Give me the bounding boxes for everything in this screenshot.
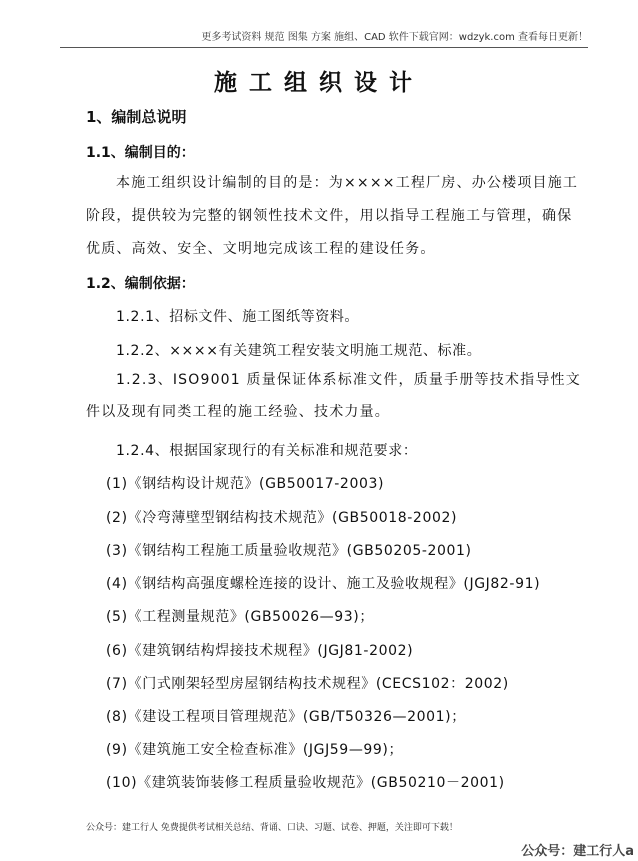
section-heading-1-2: 1.2、编制依据：: [86, 276, 195, 292]
basis-item-4: 1.2.4、根据国家现行的有关标准和规范要求：: [116, 443, 418, 459]
footer-note: 公众号：建工行人 免费提供考试相关总结、背诵、口诀、习题、试卷、押题，关注即可下载！: [86, 823, 458, 833]
standard-item-8: (8)《建设工程项目管理规范》(GB/T50326—2001)；: [106, 709, 466, 725]
standard-item-10: (10)《建筑装饰装修工程质量验收规范》(GB50210－2001): [106, 775, 505, 791]
basis-item-3: 1.2.3、ISO9001 质量保证体系标准文件，质量手册等技术指导性文件以及现有同类工程的施工经验、技术力量。: [86, 372, 581, 420]
standard-item-4: (4)《钢结构高强度螺栓连接的设计、施工及验收规程》(JGJ82-91): [106, 576, 541, 592]
document-title: 施工组织设计: [214, 69, 424, 96]
page-header: 更多考试资料 规范 图集 方案 施组、CAD 软件下载官网：wdzyk.com 查看每日更新！: [60, 28, 588, 48]
standard-item-9: (9)《建筑施工安全检查标准》(JGJ59—99)；: [106, 742, 404, 758]
basis-item-1: 1.2.1、招标文件、施工图纸等资料。: [116, 309, 360, 325]
standard-item-3: (3)《钢结构工程施工质量验收规范》(GB50205-2001): [106, 543, 472, 559]
basis-item-2: 1.2.2、××××有关建筑工程安装文明施工规范、标准。: [116, 343, 482, 359]
standard-item-7: (7)《门式刚架轻型房屋钢结构技术规程》(CECS102：2002): [106, 676, 509, 692]
watermark: 公众号：建工行人a: [521, 844, 634, 859]
standard-item-1: (1)《钢结构设计规范》(GB50017-2003): [106, 476, 385, 492]
standard-item-2: (2)《冷弯薄壁型钢结构技术规范》(GB50018-2002): [106, 510, 458, 526]
section-heading-1-1: 1.1、编制目的：: [86, 145, 195, 161]
section-heading-1: 1、编制总说明: [86, 108, 187, 126]
standard-item-6: (6)《建筑钢结构焊接技术规程》(JGJ81-2002): [106, 643, 414, 659]
purpose-paragraph: 本施工组织设计编制的目的是：为××××工程厂房、办公楼项目施工阶段，提供较为完整的钢领性技术文件，用以指导工程施工与管理，确保优质、高效、安全、文明地完成该工程的建设任务。: [86, 175, 579, 257]
standard-item-5: (5)《工程测量规范》(GB50026—93)；: [106, 609, 374, 625]
